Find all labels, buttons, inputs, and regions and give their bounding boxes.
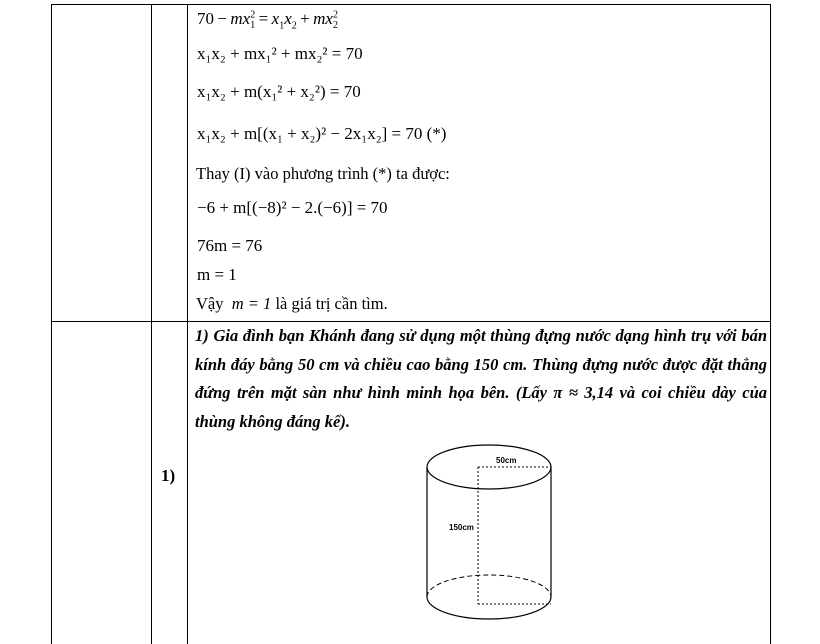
problem-text: 1) Gia đình bạn Khánh đang sử dụng một thùng đựng nước dạng hình trụ với bán kính đáy bằng 50 cm và chiều cao bằng 150 cm. Thùng đựng nước được đặt thẳng đứng trên mặt sàn như hình minh họa bên. (Lấy π ≈ 3,14 và coi chiều dày của thùng không đáng kể).	[195, 326, 767, 431]
conclusion-text: Vậy m = 1 là giá trị cần tìm.	[196, 294, 388, 313]
equation-line-4: x₁x₂ + m[(x₁ + x₂)² − 2x₁x₂] = 70 (*)	[197, 124, 447, 143]
row-label: 1)	[161, 466, 176, 485]
equation-line-2: x₁x₂ + mx₁² + mx₂² = 70	[197, 44, 363, 63]
equation-line-7: 76m = 76	[197, 236, 263, 255]
height-label: 150cm	[449, 523, 474, 532]
equation-line-8: m = 1	[197, 265, 237, 284]
equation-line-1: $70 - mx_1^2 = x_1x_2 + mx_2^2$	[197, 9, 338, 32]
substitution-text: Thay (I) vào phương trình (*) ta được:	[196, 164, 450, 183]
equation-line-6: −6 + m[(−8)² − 2.(−6)] = 70	[197, 198, 388, 217]
radius-label: 50cm	[496, 456, 517, 465]
equation-line-3: x₁x₂ + m(x₁² + x₂²) = 70	[197, 82, 361, 101]
